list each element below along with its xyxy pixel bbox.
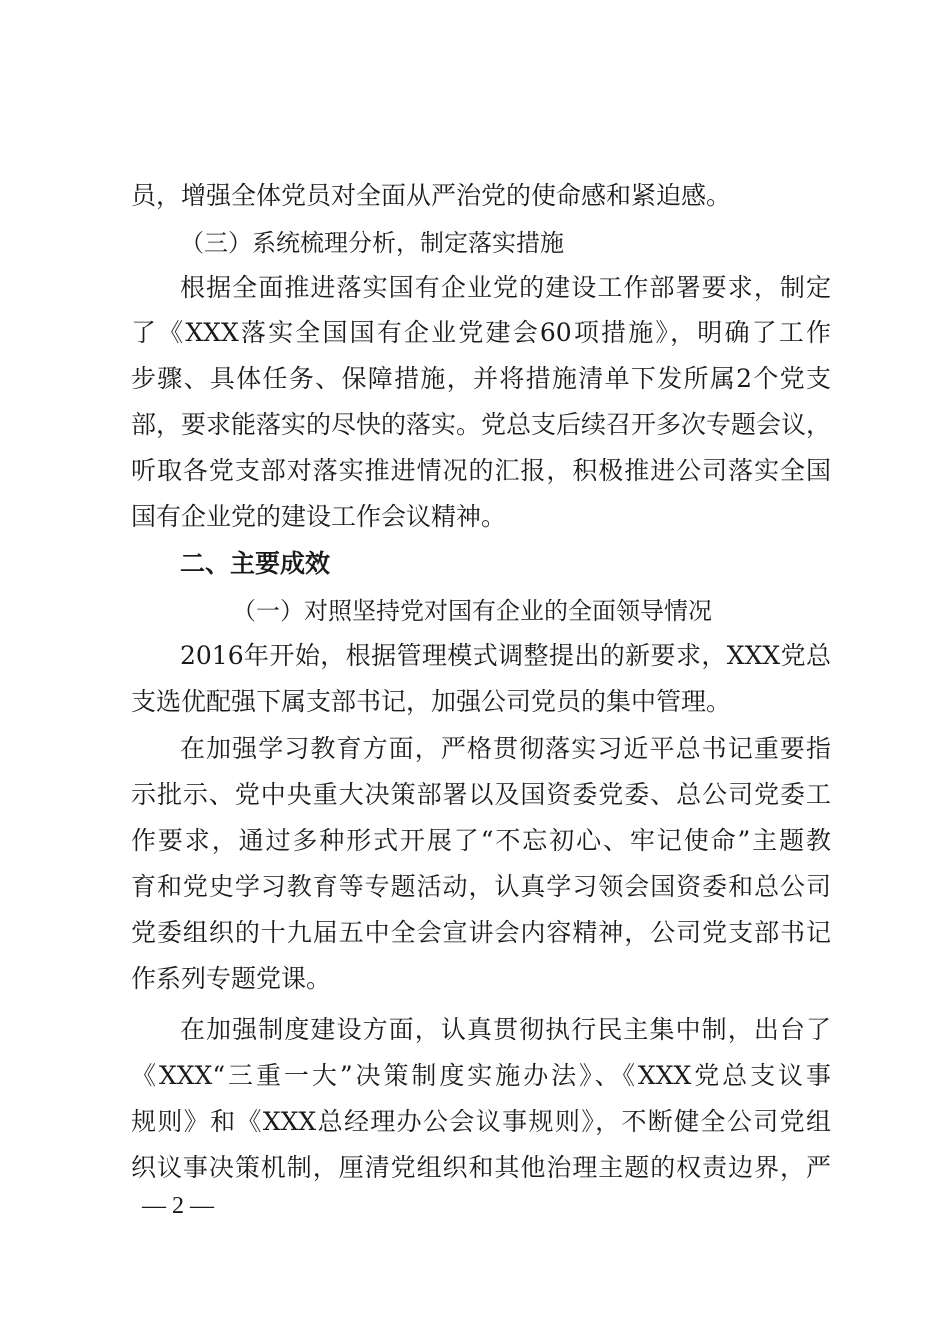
paragraph-line: 育和党史学习教育等专题活动，认真学习领会国资委和总公司 [131,872,831,901]
paragraph-line: 2016年开始，根据管理模式调整提出的新要求，XXX党总 [180,641,831,670]
paragraph-line: 织议事决策机制，厘清党组织和其他治理主题的权责边界，严 [131,1153,831,1182]
paragraph-line: 规则》和《XXX总经理办公会议事规则》，不断健全公司党组 [131,1107,831,1136]
paragraph-line: 在加强学习教育方面，严格贯彻落实习近平总书记重要指 [180,734,831,763]
paragraph-line: 作系列专题党课。 [131,964,332,993]
paragraph-line: 在加强制度建设方面，认真贯彻执行民主集中制，出台了 [180,1015,831,1044]
paragraph-line: 《XXX“三重一大”决策制度实施办法》、《XXX党总支议事 [131,1061,831,1090]
paragraph-line: 根据全面推进落实国有企业党的建设工作部署要求，制定 [180,273,831,302]
paragraph-line: 支选优配强下属支部书记，加强公司党员的集中管理。 [131,687,732,716]
paragraph-line: 部，要求能落实的尽快的落实。党总支后续召开多次专题会议， [131,410,832,439]
section-heading-two: 二、主要成效 [180,549,331,578]
paragraph-line: 员，增强全体党员对全面从严治党的使命感和紧迫感。 [131,181,732,210]
page-number: — 2 — [142,1193,214,1219]
paragraph-line: 党委组织的十九届五中全会宣讲会内容精神，公司党支部书记 [131,918,831,947]
paragraph-line: 听取各党支部对落实推进情况的汇报，积极推进公司落实全国 [131,456,831,485]
paragraph-line: 国有企业党的建设工作会议精神。 [131,502,507,531]
subheading-three: （三）系统梳理分析，制定落实措施 [180,229,564,257]
paragraph-line: 步骤、具体任务、保障措施，并将措施清单下发所属2个党支 [131,364,831,393]
paragraph-line: 了《XXX落实全国国有企业党建会60项措施》，明确了工作 [131,318,831,347]
paragraph-line: 作要求，通过多种形式开展了“不忘初心、牢记使命”主题教 [131,826,831,855]
paragraph-line: 示批示、党中央重大决策部署以及国资委党委、总公司党委工 [131,780,831,809]
subheading-one: （一）对照坚持党对国有企业的全面领导情况 [232,597,712,625]
